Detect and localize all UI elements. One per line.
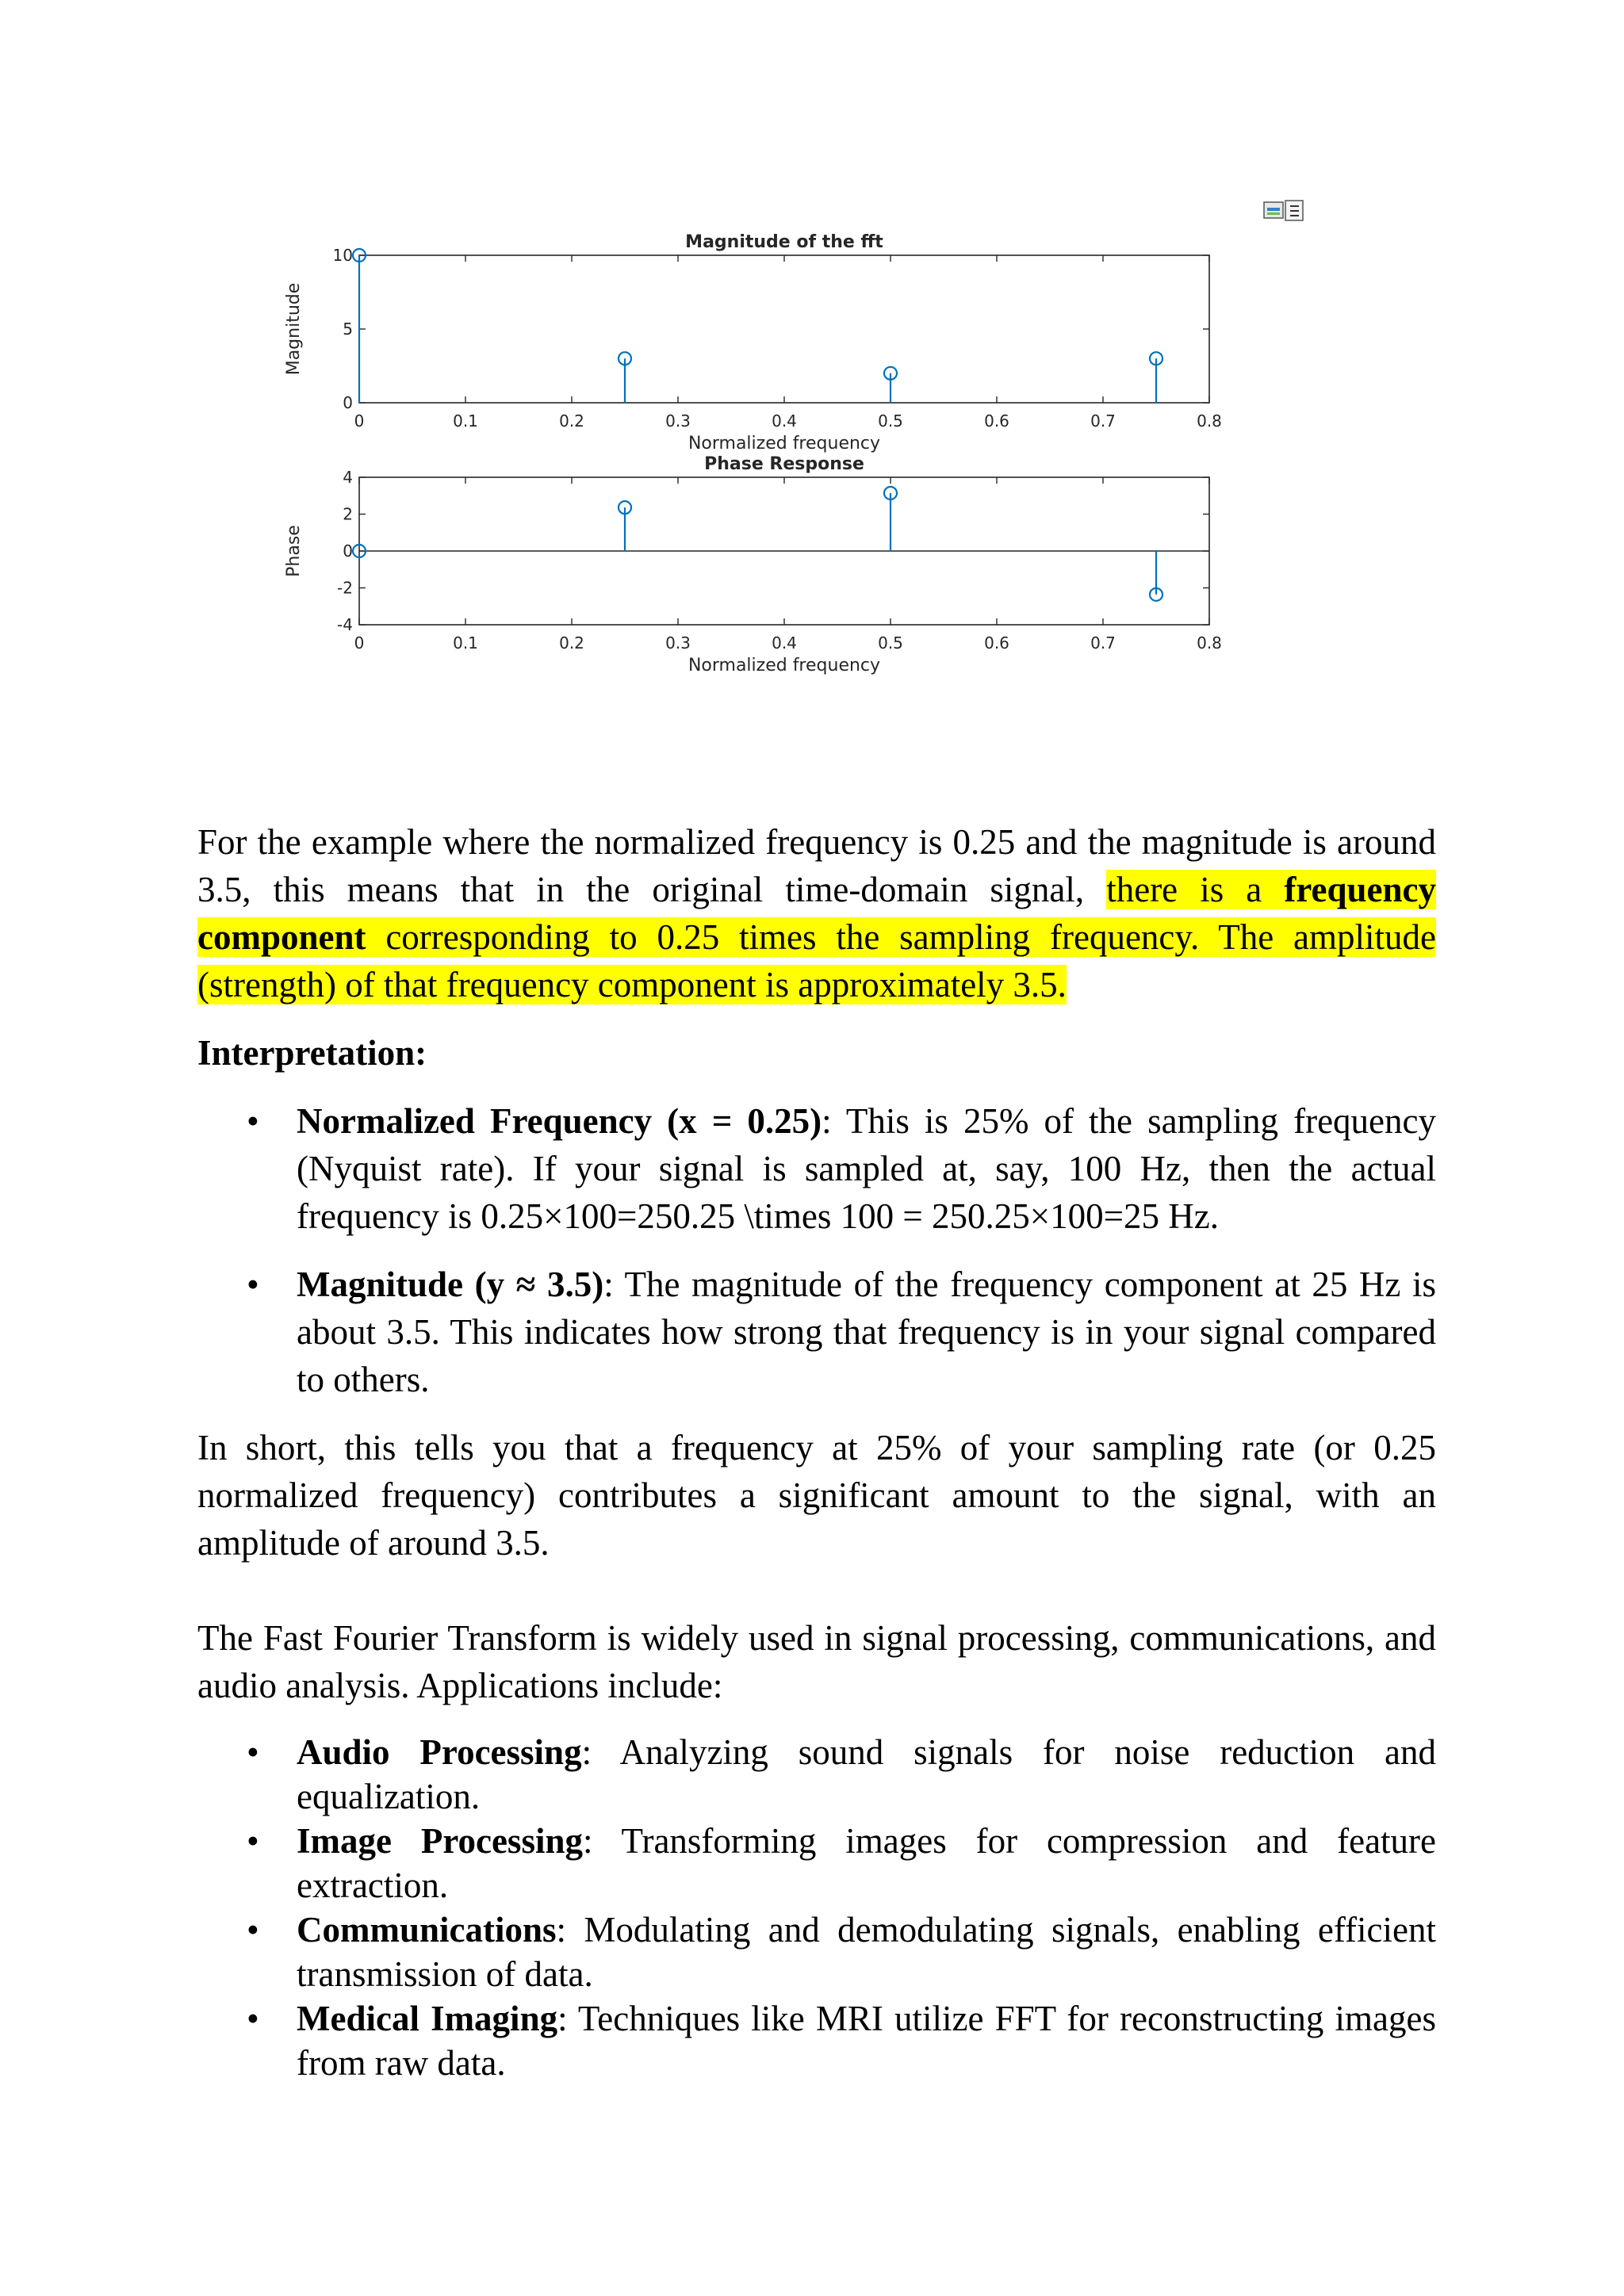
bullet-icon: • [247,1910,259,1950]
chart2-x-tick-label: 0.1 [453,633,478,652]
chart2-title: Phase Response [704,454,864,474]
document-body [197,818,1436,2085]
item-term: Magnitude (y ≈ 3.5) [297,1265,604,1304]
item-text: : This is 25% of the sampling frequency (Nyquist rate). If your signal is sampled at, say, 100 Hz, then the actual frequency is 0.25×100=250.25 \times 100 = 250.25×100=25 Hz. [297,1101,1436,1236]
chart2-ylabel: Phase [284,525,304,577]
item-text: : The magnitude of the frequency component at 25 Hz is about 3.5. This indicates how strong that frequency is in your signal compared to others. [297,1265,1436,1399]
list-item [197,1730,1436,1819]
chart2-y-tick-label: 4 [343,468,353,487]
figure-menu-icon[interactable] [1285,201,1303,220]
chart2-y-tick-label: 0 [343,541,353,561]
chart1-x-tick-label: 0.6 [984,411,1009,430]
item-term: Audio Processing [297,1732,582,1772]
chart2-x-tick-label: 0.2 [559,633,584,652]
item-text: : Transforming images for compression and feature extraction. [297,1821,1436,1905]
highlight-bold: frequency component [197,870,1437,957]
chart1-x-tick-label: 0.4 [772,411,797,430]
paragraph-summary: In short, this tells you that a frequency at 25% of your sampling rate (or 0.25 normalized frequency) contributes a significant amount to the signal, with an amplitude of around 3.5. [197,1428,1436,1563]
chart2-y-tick-label: -4 [337,615,353,634]
chart2-x-tick-label: 0.7 [1090,633,1116,652]
item-text: : Modulating and demodulating signals, enabling efficient transmission of data. [297,1910,1436,1994]
list-item [197,1819,1436,1908]
item-term: Normalized Frequency (x = 0.25) [297,1101,822,1141]
chart2-y-tick-label: 2 [343,504,353,524]
chart1-xlabel: Normalized frequency [688,434,881,453]
bullet-icon: • [247,1821,259,1861]
paragraph-applications: The Fast Fourier Transform is widely used in signal processing, communications, and audio analysis. Applications include: [197,1618,1436,1705]
item-text: : Analyzing sound signals for noise reduction and equalization. [297,1732,1436,1816]
highlight-text-a: there is a [1106,870,1285,909]
bullet-icon: • [247,1265,259,1304]
chart2-x-tick-label: 0.6 [984,633,1009,652]
chart2-x-tick-label: 0.4 [772,633,797,652]
item-term: Medical Imaging [297,1999,558,2038]
chart2-x-tick-label: 0.3 [665,633,691,652]
chart1-x-tick-label: 0.8 [1197,411,1222,430]
chart2-x-tick-label: 0.5 [878,633,903,652]
chart2-x-tick-label: 0 [354,633,365,652]
list-item [197,1908,1436,1996]
fft-figure [270,190,1316,698]
chart1-y-tick-label: 5 [343,320,353,339]
chart1-x-tick-label: 0.3 [665,411,691,430]
interpretation-heading: Interpretation: [197,1033,427,1073]
chart2-x-tick-label: 0.8 [1197,633,1222,652]
chart1-axes-box [359,255,1209,403]
item-term: Image Processing [297,1821,583,1861]
chart1-x-tick-label: 0.5 [878,411,903,430]
chart1-title: Magnitude of the fft [685,232,883,252]
list-item [197,1261,1436,1403]
chart2-xlabel: Normalized frequency [688,656,881,675]
fft-figure-svg [270,190,1316,698]
item-term: Communications [297,1910,557,1950]
figure-toolbar-icon[interactable] [1264,202,1283,218]
bullet-icon: • [247,1101,259,1141]
chart1-y-tick-label: 10 [332,246,353,265]
bullet-icon: • [247,1999,259,2038]
chart1-ylabel: Magnitude [284,282,304,376]
chart2-y-tick-label: -2 [337,578,353,598]
chart1-y-tick-label: 0 [343,393,353,412]
highlight-text-b: corresponding to 0.25 times the sampling frequency. The amplitude (strength) of that frequency component is approximately 3.5. [197,917,1436,1004]
list-item [197,1097,1436,1240]
list-item [197,1996,1436,2085]
chart1-x-tick-label: 0.7 [1090,411,1116,430]
applications-list [197,1730,1436,2085]
interpretation-list [197,1097,1436,1403]
item-text: : Techniques like MRI utilize FFT for reconstructing images from raw data. [297,1999,1436,2083]
bullet-icon: • [247,1732,259,1772]
chart1-x-tick-label: 0.2 [559,411,584,430]
chart1-x-tick-label: 0 [354,411,365,430]
paragraph-example [197,818,1436,1008]
chart1-x-tick-label: 0.1 [453,411,478,430]
paragraph-example-text: For the example where the normalized frequency is 0.25 and the magnitude is around 3.5, this means that in the original time-domain signal, [197,822,1436,909]
